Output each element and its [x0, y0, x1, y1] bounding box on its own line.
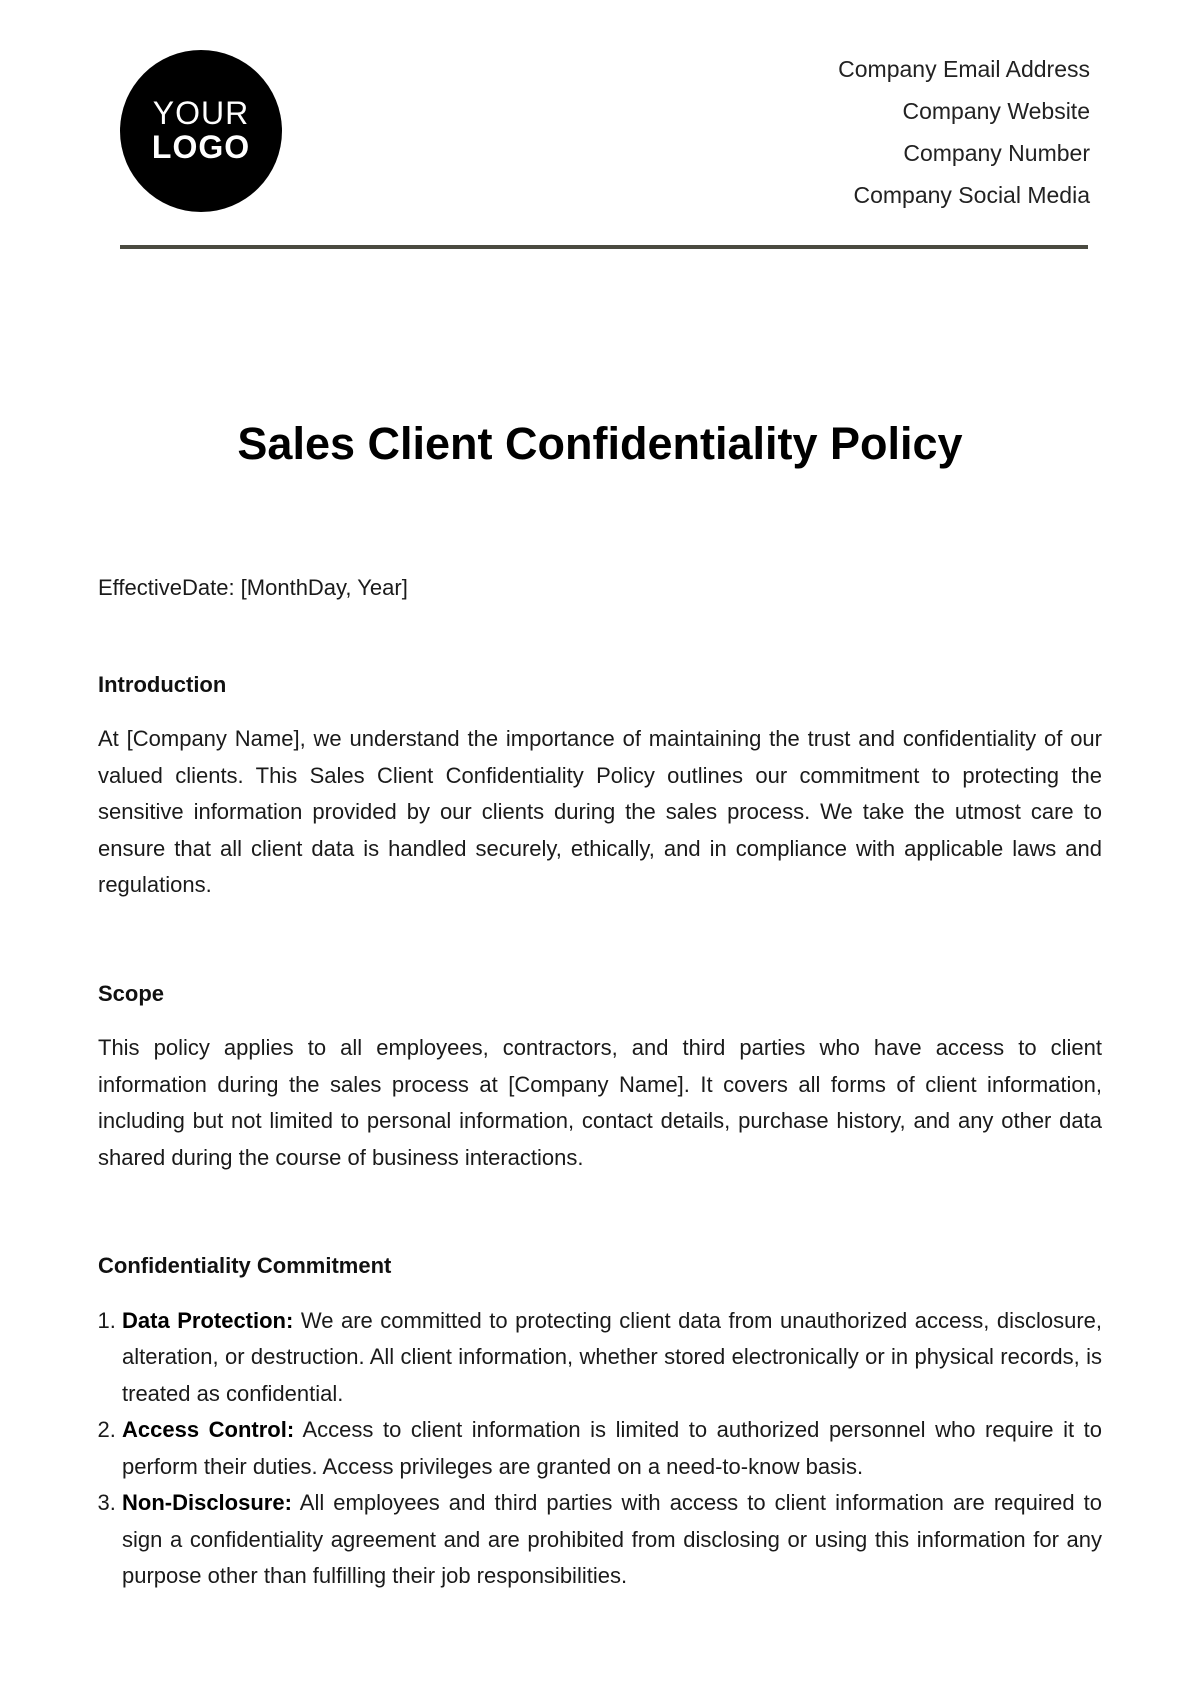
- company-email: Company Email Address: [838, 56, 1090, 82]
- list-item: [122, 1303, 1102, 1413]
- list-item-text: All employees and third parties with access to client information are required to sign a confidentiality agreement and are prohibited from disclosing or using this information for any purpose other than fulfilling their job responsibilities.: [122, 1490, 1102, 1588]
- list-item: [122, 1412, 1102, 1485]
- confidentiality-commitment-heading: Confidentiality Commitment: [98, 1253, 392, 1278]
- document-title: Sales Client Confidentiality Policy: [237, 418, 963, 469]
- list-item-title: Data Protection:: [122, 1307, 294, 1333]
- introduction-paragraph: At [Company Name], we understand the importance of maintaining the trust and confidentiality of our valued clients. This Sales Client Confidentiality Policy outlines our commitment to protecting the sensitive information provided by our clients during the sales process. We take the utmost care to ensure that all client data is handled securely, ethically, and in compliance with applicable laws and regulations.: [98, 726, 1102, 897]
- logo-text-top: YOUR: [152, 95, 250, 132]
- document-body: [98, 570, 1102, 1595]
- company-social-media: Company Social Media: [853, 182, 1090, 208]
- commitment-list: [98, 1303, 1102, 1595]
- list-item: [122, 1485, 1102, 1595]
- list-item-text: We are committed to protecting client data from unauthorized access, disclosure, alteration, or destruction. All client information, whether stored electronically or in physical records, is treated as confidential.: [122, 1307, 1102, 1406]
- effective-date: EffectiveDate: [MonthDay, Year]: [98, 575, 408, 600]
- company-logo: [120, 50, 282, 212]
- company-number: Company Number: [903, 140, 1090, 166]
- company-website: Company Website: [902, 98, 1090, 124]
- list-item-text: Access to client information is limited to authorized personnel who require it to perform their duties. Access privileges are granted on a need-to-know basis.: [122, 1417, 1102, 1479]
- scope-paragraph: This policy applies to all employees, contractors, and third parties who have access to client information during the sales process at [Company Name]. It covers all forms of client information, including but not limited to personal information, contact details, purchase history, and any other data shared during the course of business interactions.: [98, 1035, 1102, 1170]
- list-item-title: Non-Disclosure:: [122, 1490, 292, 1515]
- introduction-heading: Introduction: [98, 671, 227, 697]
- logo-text-bottom: LOGO: [151, 129, 251, 165]
- list-item-title: Access Control:: [122, 1417, 295, 1442]
- scope-heading: Scope: [98, 980, 165, 1006]
- company-contact-block: [838, 52, 1090, 220]
- header-divider: [120, 245, 1088, 249]
